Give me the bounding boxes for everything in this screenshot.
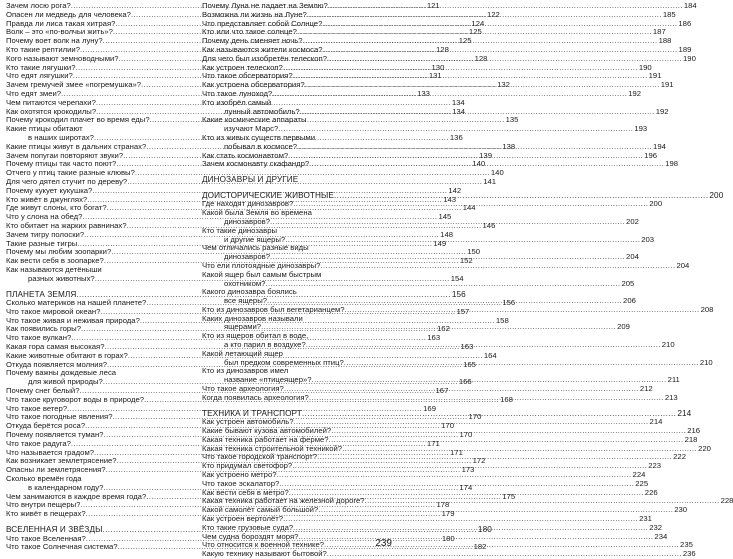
entry-page-number: 228	[720, 496, 733, 506]
dot-leader	[309, 160, 664, 169]
entry-page-number: 144	[462, 203, 476, 213]
entry-title: Что такое живая и неживая природа?	[6, 315, 140, 325]
entry-page-number: 179	[441, 509, 455, 519]
entry-title: Как устроен вертолёт?	[202, 514, 284, 524]
entry-page-number: 163	[427, 333, 441, 343]
entry-page-number: 209	[617, 322, 630, 332]
entry-page-number: 224	[632, 470, 646, 480]
entry-title: Чем отличались разные виды	[202, 243, 309, 253]
entry-title: Какая техника строительной техникой?	[202, 443, 343, 453]
dot-leader	[278, 125, 633, 134]
entry-page-number: 232	[649, 522, 663, 532]
entry-title: ящерами?	[224, 322, 262, 332]
entry-title: Какой ящер был самым быстрым	[202, 269, 322, 279]
entry-page-number: 182	[473, 542, 487, 552]
entry-page-number: 212	[639, 384, 653, 394]
entry-page-number: 165	[463, 359, 476, 369]
entry-title: Откуда появляется молния?	[6, 359, 108, 369]
entry-page-number: 206	[623, 296, 636, 306]
entry-page-number: 131	[428, 71, 442, 81]
entry-title: Зачем лосю рога?	[6, 1, 71, 10]
entry-title: Какие птицы живут в дальних странах?	[6, 141, 147, 151]
entry-title: динозавров?	[224, 216, 271, 226]
section-title: ДОИСТОРИЧЕСКИЕ ЖИВОТНЫЕ	[202, 190, 334, 200]
entry-title: побывал в космосе?	[224, 141, 298, 151]
entry-title: Зачем гремучей змее «погремушка»?	[6, 80, 142, 90]
entry-title: Кто живёт в пещерах?	[6, 509, 86, 519]
entry-page-number: 203	[641, 234, 655, 244]
entry-title: Кого называют земноводными?	[6, 53, 119, 63]
entry-page-number: 139	[479, 150, 492, 160]
entry-title: Для чего был изобретён телескоп?	[202, 53, 327, 63]
dot-leader	[306, 341, 661, 350]
entry-page-number: 230	[674, 505, 688, 515]
entry-page-number: 125	[468, 27, 482, 37]
entry-title: Что называется градом?	[6, 447, 94, 457]
entry-title: Как устроен автомобиль?	[202, 417, 294, 427]
entry-title: Правда ли лиса такая хитрая?	[6, 18, 116, 28]
entry-title: Где живут слоны, кто богат?	[6, 203, 107, 213]
toc-section-heading	[202, 175, 392, 185]
entry-page-number: 170	[459, 430, 473, 440]
entry-title: Что такое Солнечная система?	[6, 542, 118, 552]
entry-page-number: 214	[649, 417, 663, 427]
entry-title: Почему птицы так часто поют?	[6, 159, 117, 169]
entry-page-number: 236	[682, 549, 696, 559]
entry-title: Что у слона на обед?	[6, 212, 83, 222]
section-title: ДИНОЗАВРЫ И ДРУГИЕ	[202, 175, 299, 185]
entry-title: Как стать космонавтом?	[202, 150, 289, 160]
entry-title: Что такое Вселенная?	[6, 533, 86, 543]
entry-page-number: 200	[709, 190, 724, 200]
entry-title: Как вести себя в зоопарке?	[6, 256, 104, 266]
entry-title: для живой природы?	[28, 377, 103, 387]
entry-page-number: 146	[482, 220, 496, 230]
entry-page-number: 208	[700, 304, 714, 314]
entry-title: в календарном году?	[28, 482, 104, 492]
entry-page-number: 187	[652, 27, 666, 37]
dot-leader	[272, 90, 627, 99]
entry-title: Опасны ли землетрясения?	[6, 465, 106, 475]
entry-page-number: 202	[626, 216, 639, 226]
entry-title: Что такое погодные явления?	[6, 412, 113, 422]
entry-title: Почему мы любим зоопарки?	[6, 247, 112, 257]
entry-page-number: 220	[698, 443, 711, 453]
entry-page-number: 149	[433, 238, 447, 248]
section-title: ВСЕЛЕННАЯ И ЗВЁЗДЫ	[6, 525, 103, 535]
entry-title: охотником?	[224, 278, 266, 288]
entry-title: Что такое радуга?	[6, 438, 71, 448]
entry-page-number: 190	[683, 53, 696, 63]
entry-title: Кто из ящеров обитал в воде,	[202, 331, 309, 341]
entry-title: Что такое городской транспорт?	[202, 452, 318, 462]
entry-title: Какая техника работает на ферме?	[202, 434, 329, 444]
entry-title: Что относится к военной технике?	[202, 540, 325, 550]
dot-leader	[285, 236, 640, 245]
entry-title: Как устроено метро?	[202, 470, 277, 480]
entry-page-number: 174	[459, 482, 473, 492]
entry-page-number: 148	[440, 229, 453, 239]
entry-title: Кто или что такое солнце?	[202, 27, 297, 37]
entry-title: Почему воет волк на луну?	[6, 36, 103, 46]
entry-title: был предком современных птиц?	[224, 357, 344, 367]
entry-page-number: 204	[676, 260, 690, 270]
entry-page-number: 138	[502, 141, 516, 151]
entry-title: Какой была Земля во времена	[202, 208, 312, 218]
entry-title: Почему важны дождевые леса	[6, 368, 117, 378]
entry-page-number: 164	[483, 350, 497, 360]
entry-page-number: 175	[502, 491, 516, 501]
dot-leader	[320, 262, 675, 271]
entry-page-number: 156	[502, 298, 516, 308]
dot-leader	[345, 306, 700, 315]
entry-title: Почему появляется туман?	[6, 430, 104, 440]
entry-title: Кто такие грузовые суда?	[202, 522, 294, 532]
entry-page-number: 173	[461, 465, 475, 475]
entry-title: Сколько материков на нашей планете?	[6, 298, 147, 308]
entry-page-number: 140	[490, 168, 504, 178]
entry-page-number: 204	[626, 252, 639, 262]
entry-page-number: 191	[648, 71, 662, 81]
toc-entry	[202, 549, 696, 559]
entry-title: Что ели плотоядные динозавры?	[202, 260, 321, 270]
entry-page-number: 196	[644, 150, 657, 160]
entry-title: Кто такие лягушки?	[6, 62, 76, 72]
entry-page-number: 205	[621, 278, 635, 288]
entry-title: Чем занимаются в каждое время года?	[6, 491, 147, 501]
entry-page-number: 124	[471, 18, 485, 28]
entry-title: Какие космические аппараты	[202, 115, 307, 125]
entry-title: Кто такие рептилии?	[6, 44, 80, 54]
entry-page-number: 130	[431, 62, 445, 72]
entry-page-number: 225	[635, 478, 649, 488]
entry-title: Откуда берётся роса?	[6, 421, 86, 431]
entry-title: лунный автомобиль?	[224, 106, 300, 116]
entry-page-number: 180	[441, 533, 455, 543]
entry-page-number: 121	[426, 1, 440, 10]
entry-title: динозавров?	[224, 252, 271, 262]
entry-title: Что такое ветер?	[6, 403, 68, 413]
entry-title: Кто изобрёл самый	[202, 97, 272, 107]
entry-title: Кто из динозавров имел	[202, 366, 289, 376]
entry-title: Чем питаются черепахи?	[6, 97, 96, 107]
entry-title: Что такое мировой океан?	[6, 306, 101, 316]
entry-title: Кто придумал светофор?	[202, 461, 293, 471]
entry-page-number: 235	[680, 540, 693, 550]
entry-page-number: 168	[500, 394, 513, 404]
entry-page-number: 125	[458, 36, 472, 46]
entry-page-number: 185	[662, 9, 676, 19]
entry-title: Что представляет собой Солнце?	[202, 18, 323, 28]
entry-title: Кто живёт в джунглях?	[6, 194, 88, 204]
entry-title: Как появились горы?	[6, 324, 81, 334]
entry-page-number: 156	[451, 289, 466, 299]
entry-title: Что едят лягушки?	[6, 71, 73, 81]
entry-page-number: 180	[477, 525, 492, 535]
entry-title: Что такое вулкан?	[6, 333, 72, 343]
entry-page-number: 194	[653, 141, 666, 151]
entry-page-number: 172	[472, 456, 486, 466]
entry-title: разных животных?	[28, 273, 95, 283]
entry-title: Кто из динозавров был вегетарианцем?	[202, 304, 345, 314]
entry-title: а кто парил в воздухе?	[224, 340, 306, 350]
entry-title: и другие ящеры?	[224, 234, 286, 244]
entry-title: все ящеры?	[224, 296, 268, 306]
entry-title: Какой летающий ящер	[202, 348, 283, 358]
entry-page-number: 192	[628, 88, 642, 98]
entry-page-number: 171	[450, 447, 463, 457]
entry-title: Как охотятся крокодилы?	[6, 106, 97, 116]
entry-page-number: 191	[660, 80, 674, 90]
entry-page-number: 143	[443, 194, 457, 204]
entry-title: название «птицеящер»?	[224, 375, 312, 385]
entry-title: Почему день сменяет ночь?	[202, 36, 303, 46]
entry-page-number: 211	[667, 375, 680, 385]
entry-page-number: 158	[495, 315, 509, 325]
entry-page-number: 231	[639, 514, 652, 524]
entry-title: Как устроен телескоп?	[202, 62, 283, 72]
entry-title: Какую технику называют бытовой?	[202, 549, 327, 559]
entry-page-number: 122	[486, 9, 500, 19]
entry-title: Какой самолёт самый большой?	[202, 505, 319, 515]
entry-title: Какие животные обитают в горах?	[6, 350, 128, 360]
entry-title: Когда появилась археология?	[202, 392, 309, 402]
entry-page-number: 188	[658, 36, 672, 46]
entry-page-number: 170	[468, 412, 482, 422]
entry-page-number: 154	[450, 273, 464, 283]
entry-title: Почему крокодил плачет во время еды?	[6, 115, 150, 125]
section-title: ПЛАНЕТА ЗЕМЛЯ	[6, 289, 77, 299]
entry-page-number: 145	[438, 212, 452, 222]
entry-page-number: 163	[460, 342, 474, 352]
entry-title: Какие бывают кузова автомобилей?	[202, 426, 332, 436]
entry-title: Кто обитает на жарких равнинах?	[6, 220, 127, 230]
entry-title: Что такое луноход?	[202, 88, 273, 98]
entry-title: Почему Луна не падает на Землю?	[202, 1, 328, 10]
entry-page-number: 142	[448, 185, 462, 195]
entry-page-number: 192	[655, 106, 669, 116]
entry-page-number: 189	[678, 44, 692, 54]
entry-title: Для чего дятел стучит по дереву?	[6, 176, 128, 186]
entry-page-number: 166	[458, 377, 472, 387]
entry-title: Что такое эскалатор?	[202, 478, 280, 488]
entry-page-number: 184	[683, 1, 697, 10]
entry-page-number: 226	[644, 487, 658, 497]
entry-page-number: 134	[452, 106, 465, 116]
entry-page-number: 141	[483, 176, 497, 186]
entry-page-number: 167	[435, 386, 449, 396]
entry-page-number: 234	[654, 531, 668, 541]
entry-title: Как называются детёныши	[6, 264, 102, 274]
entry-title: Чем судна бороздят моря?	[202, 531, 299, 541]
dot-leader	[344, 359, 699, 368]
entry-page-number: 140	[472, 159, 486, 169]
entry-page-number: 190	[638, 62, 652, 72]
entry-title: Зачем космонавту скафандр?	[202, 159, 310, 169]
entry-page-number: 170	[441, 421, 454, 431]
entry-title: Как возникает землетрясение?	[6, 456, 117, 466]
entry-page-number: 150	[467, 247, 481, 257]
entry-title: Что такое археология?	[202, 384, 284, 394]
entry-page-number: 223	[648, 461, 662, 471]
entry-title: изучают Марс?	[224, 124, 279, 134]
dot-leader	[265, 280, 620, 289]
entry-title: Кто из живых существ первыми	[202, 132, 315, 142]
entry-title: Что такое круговорот воды в природе?	[6, 394, 145, 404]
entry-title: Как называются жители космоса?	[202, 44, 323, 54]
entry-page-number: 128	[436, 44, 449, 54]
entry-page-number: 135	[505, 115, 519, 125]
entry-title: Какие птицы обитают	[6, 124, 83, 134]
entry-title: Какая техника работает на железной дороге?	[202, 496, 365, 506]
section-title: ТЕХНИКА И ТРАНСПОРТ	[202, 408, 302, 418]
entry-title: Такие разные тигры	[6, 238, 78, 248]
entry-page-number: 186	[678, 18, 692, 28]
entry-title: Почему снег белый?	[6, 386, 80, 396]
entry-title: Какого динозавра боялись	[202, 287, 297, 297]
dot-leader	[293, 200, 648, 209]
entry-title: Как вести себя в метро?	[202, 487, 289, 497]
entry-page-number: 136	[449, 132, 463, 142]
entry-title: Сколько времён года	[6, 474, 82, 484]
dot-leader	[300, 108, 655, 117]
entry-page-number: 210	[699, 357, 713, 367]
entry-page-number: 133	[417, 88, 430, 98]
dot-leader	[327, 550, 682, 559]
entry-title: Опасен ли медведь для человека?	[6, 9, 131, 19]
entry-title: Волк – это «по-волчьи жить»?	[6, 27, 113, 37]
entry-title: Кто такие динозавры	[202, 225, 278, 235]
entry-page-number: 162	[437, 324, 450, 334]
entry-page-number: 193	[634, 124, 648, 134]
page-number: 239	[375, 538, 392, 549]
dot-leader	[261, 323, 616, 332]
entry-page-number: 128	[474, 53, 488, 63]
entry-title: Зачем тигру полоски?	[6, 229, 85, 239]
entry-title: Зачем попугаи повторяют звуки?	[6, 150, 124, 160]
entry-title: Каких динозавров называли	[202, 313, 303, 323]
entry-page-number: 216	[687, 426, 701, 436]
entry-title: Почему кукует кукушка?	[6, 185, 93, 195]
entry-page-number: 200	[649, 199, 663, 209]
entry-page-number: 134	[451, 97, 465, 107]
entry-page-number: 222	[673, 452, 686, 462]
entry-page-number: 218	[684, 434, 698, 444]
entry-page-number: 169	[423, 403, 436, 413]
entry-title: Что внутри пещеры?	[6, 500, 81, 510]
entry-page-number: 213	[664, 392, 678, 402]
entry-page-number: 198	[665, 159, 678, 169]
entry-title: Что едят змеи?	[6, 88, 62, 98]
entry-page-number: 210	[661, 340, 675, 350]
entry-page-number: 152	[459, 256, 473, 266]
entry-page-number: 171	[426, 438, 440, 448]
entry-page-number: 214	[677, 408, 692, 418]
dot-leader	[309, 394, 664, 403]
dot-leader	[270, 218, 625, 227]
entry-title: Какая гора самая высокая?	[6, 342, 105, 352]
entry-title: в наших широтах?	[28, 132, 94, 142]
entry-page-number: 132	[497, 80, 510, 90]
entry-title: Отчего у птиц такие разные клювы?	[6, 168, 135, 178]
entry-title: Возможна ли жизнь на Луне?	[202, 9, 307, 19]
entry-title: Где находят динозавров?	[202, 199, 294, 209]
entry-title: Что такое обсерватория?	[202, 71, 293, 81]
entry-page-number: 178	[436, 500, 450, 510]
entry-page-number: 157	[456, 306, 470, 316]
entry-title: Как устроена обсерватория?	[202, 80, 305, 90]
